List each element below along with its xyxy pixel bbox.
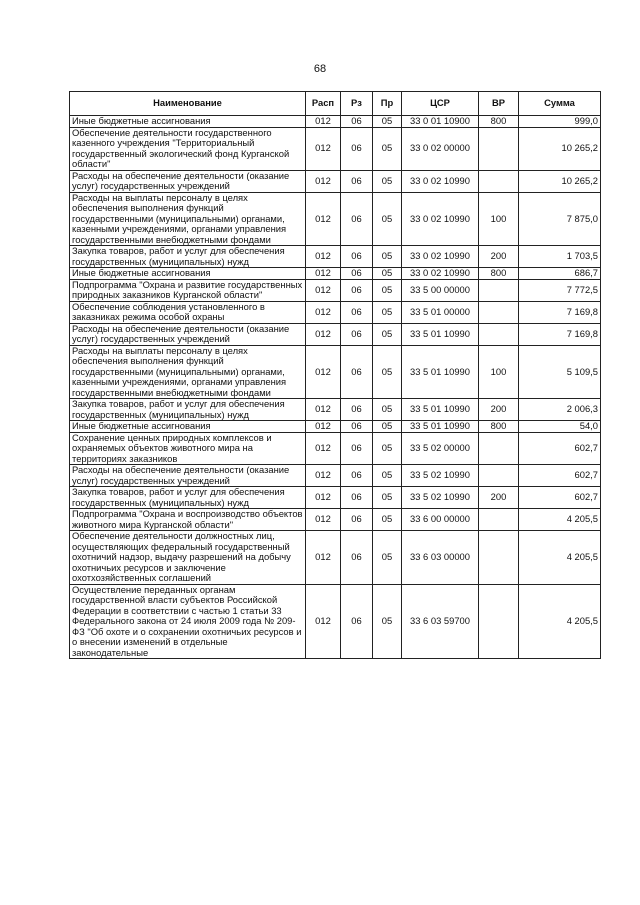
cell-vr: 800 [479, 116, 519, 128]
cell-pr: 05 [373, 323, 402, 345]
cell-csr: 33 5 02 10990 [402, 465, 479, 487]
cell-rz: 06 [341, 246, 373, 268]
header-csr: ЦСР [402, 92, 479, 116]
cell-sum: 686,7 [519, 268, 601, 280]
cell-vr: 200 [479, 399, 519, 421]
header-rz: Рз [341, 92, 373, 116]
table-row [70, 509, 601, 531]
cell-csr: 33 5 00 00000 [402, 279, 479, 301]
cell-rasp: 012 [306, 301, 341, 323]
cell-sum: 4 205,5 [519, 509, 601, 531]
cell-rasp: 012 [306, 323, 341, 345]
cell-name: Подпрограмма "Охрана и воспроизводство объектов животного мира Курганской области" [70, 509, 306, 531]
cell-rasp: 012 [306, 246, 341, 268]
cell-rz: 06 [341, 487, 373, 509]
cell-vr [479, 323, 519, 345]
cell-name: Закупка товаров, работ и услуг для обеспечения государственных (муниципальных) нужд [70, 487, 306, 509]
cell-sum: 7 875,0 [519, 192, 601, 246]
cell-sum: 1 703,5 [519, 246, 601, 268]
page-number: 68 [313, 63, 327, 75]
cell-sum: 7 772,5 [519, 279, 601, 301]
header-pr: Пр [373, 92, 402, 116]
cell-pr: 05 [373, 465, 402, 487]
header-sum: Сумма [519, 92, 601, 116]
cell-csr: 33 6 00 00000 [402, 509, 479, 531]
cell-pr: 05 [373, 268, 402, 280]
cell-name: Иные бюджетные ассигнования [70, 268, 306, 280]
cell-sum: 10 265,2 [519, 127, 601, 170]
cell-rz: 06 [341, 465, 373, 487]
cell-rz: 06 [341, 509, 373, 531]
cell-vr: 800 [479, 268, 519, 280]
cell-sum: 7 169,8 [519, 323, 601, 345]
cell-rz: 06 [341, 323, 373, 345]
cell-rz: 06 [341, 192, 373, 246]
cell-sum: 4 205,5 [519, 584, 601, 659]
cell-sum: 54,0 [519, 421, 601, 433]
cell-rasp: 012 [306, 170, 341, 192]
cell-vr [479, 509, 519, 531]
cell-rasp: 012 [306, 487, 341, 509]
cell-rasp: 012 [306, 509, 341, 531]
cell-rz: 06 [341, 421, 373, 433]
header-vr: ВР [479, 92, 519, 116]
cell-name: Расходы на обеспечение деятельности (оказание услуг) государственных учреждений [70, 323, 306, 345]
cell-rz: 06 [341, 399, 373, 421]
cell-rasp: 012 [306, 345, 341, 399]
cell-rz: 06 [341, 584, 373, 659]
cell-rz: 06 [341, 268, 373, 280]
table-row [70, 279, 601, 301]
cell-csr: 33 5 01 10990 [402, 399, 479, 421]
cell-rasp: 012 [306, 465, 341, 487]
cell-vr [479, 170, 519, 192]
cell-rasp: 012 [306, 399, 341, 421]
cell-pr: 05 [373, 509, 402, 531]
cell-rasp: 012 [306, 279, 341, 301]
cell-name: Расходы на выплаты персоналу в целях обеспечения выполнения функций государственными (муниципальными) органами, казенными учреждениями, органами управления государственными внебюджетными фондами [70, 345, 306, 399]
cell-vr [479, 531, 519, 585]
cell-rz: 06 [341, 116, 373, 128]
cell-name: Расходы на обеспечение деятельности (оказание услуг) государственных учреждений [70, 465, 306, 487]
header-name: Наименование [70, 92, 306, 116]
table-header-row [70, 92, 601, 116]
cell-name: Обеспечение деятельности должностных лиц, осуществляющих федеральный государственный охотничий надзор, выдачу разрешений на добычу охотничьих ресурсов и заключение охотхозяйственных соглашений [70, 531, 306, 585]
table-row [70, 487, 601, 509]
cell-pr: 05 [373, 192, 402, 246]
cell-pr: 05 [373, 170, 402, 192]
cell-rz: 06 [341, 170, 373, 192]
cell-rz: 06 [341, 432, 373, 465]
cell-pr: 05 [373, 399, 402, 421]
cell-name: Закупка товаров, работ и услуг для обеспечения государственных (муниципальных) нужд [70, 246, 306, 268]
cell-rasp: 012 [306, 531, 341, 585]
cell-vr: 100 [479, 345, 519, 399]
table-row [70, 584, 601, 659]
table-body [70, 116, 601, 659]
cell-name: Расходы на выплаты персоналу в целях обеспечения выполнения функций государственными (муниципальными) органами, казенными учреждениями, органами управления государственными внебюджетными фондами [70, 192, 306, 246]
cell-vr: 100 [479, 192, 519, 246]
cell-sum: 7 169,8 [519, 301, 601, 323]
cell-vr: 800 [479, 421, 519, 433]
table-row [70, 465, 601, 487]
cell-pr: 05 [373, 487, 402, 509]
cell-csr: 33 5 01 10990 [402, 421, 479, 433]
cell-vr [479, 584, 519, 659]
cell-pr: 05 [373, 127, 402, 170]
cell-sum: 10 265,2 [519, 170, 601, 192]
table-row [70, 127, 601, 170]
cell-name: Осуществление переданных органам государственной власти субъектов Российской Федерации в соответствии с частью 1 статьи 33 Федерального закона от 24 июля 2009 года № 209-ФЗ "Об охоте и о сохранении охотничьих ресурсов и о внесении изменений в отдельные законодательные [70, 584, 306, 659]
cell-name: Обеспечение соблюдения установленного в заказниках режима особой охраны [70, 301, 306, 323]
cell-vr [479, 127, 519, 170]
table-row [70, 192, 601, 246]
cell-vr [479, 301, 519, 323]
cell-pr: 05 [373, 584, 402, 659]
cell-pr: 05 [373, 432, 402, 465]
cell-csr: 33 0 01 10900 [402, 116, 479, 128]
table-row [70, 323, 601, 345]
table-row [70, 170, 601, 192]
table-row [70, 399, 601, 421]
budget-table [69, 91, 601, 659]
cell-name: Подпрограмма "Охрана и развитие государственных природных заказников Курганской области" [70, 279, 306, 301]
cell-pr: 05 [373, 421, 402, 433]
cell-sum: 602,7 [519, 465, 601, 487]
cell-rasp: 012 [306, 116, 341, 128]
cell-sum: 602,7 [519, 487, 601, 509]
cell-name: Обеспечение деятельности государственного казенного учреждения "Территориальный государственный экологический фонд Курганской области" [70, 127, 306, 170]
header-rasp: Расп [306, 92, 341, 116]
cell-csr: 33 5 02 10990 [402, 487, 479, 509]
cell-sum: 999,0 [519, 116, 601, 128]
cell-pr: 05 [373, 279, 402, 301]
cell-csr: 33 5 01 10990 [402, 323, 479, 345]
cell-sum: 2 006,3 [519, 399, 601, 421]
cell-sum: 5 109,5 [519, 345, 601, 399]
cell-rz: 06 [341, 345, 373, 399]
cell-name: Расходы на обеспечение деятельности (оказание услуг) государственных учреждений [70, 170, 306, 192]
cell-vr [479, 279, 519, 301]
cell-rz: 06 [341, 531, 373, 585]
cell-sum: 4 205,5 [519, 531, 601, 585]
table-row [70, 531, 601, 585]
cell-pr: 05 [373, 246, 402, 268]
cell-vr [479, 432, 519, 465]
cell-rasp: 012 [306, 432, 341, 465]
cell-rasp: 012 [306, 268, 341, 280]
cell-vr: 200 [479, 487, 519, 509]
cell-pr: 05 [373, 301, 402, 323]
cell-csr: 33 0 02 10990 [402, 192, 479, 246]
cell-pr: 05 [373, 116, 402, 128]
table-row [70, 421, 601, 433]
cell-rz: 06 [341, 127, 373, 170]
cell-sum: 602,7 [519, 432, 601, 465]
table-row [70, 345, 601, 399]
cell-pr: 05 [373, 345, 402, 399]
cell-csr: 33 0 02 10990 [402, 268, 479, 280]
table-row [70, 116, 601, 128]
cell-rz: 06 [341, 301, 373, 323]
cell-csr: 33 5 01 00000 [402, 301, 479, 323]
table-row [70, 268, 601, 280]
cell-csr: 33 0 02 10990 [402, 246, 479, 268]
table-row [70, 301, 601, 323]
cell-rz: 06 [341, 279, 373, 301]
cell-name: Сохранение ценных природных комплексов и охраняемых объектов животного мира на территориях заказников [70, 432, 306, 465]
cell-csr: 33 0 02 10990 [402, 170, 479, 192]
cell-rasp: 012 [306, 192, 341, 246]
cell-pr: 05 [373, 531, 402, 585]
cell-csr: 33 0 02 00000 [402, 127, 479, 170]
cell-name: Иные бюджетные ассигнования [70, 116, 306, 128]
cell-csr: 33 5 01 10990 [402, 345, 479, 399]
cell-vr: 200 [479, 246, 519, 268]
cell-rasp: 012 [306, 127, 341, 170]
cell-csr: 33 5 02 00000 [402, 432, 479, 465]
cell-name: Иные бюджетные ассигнования [70, 421, 306, 433]
table-row [70, 246, 601, 268]
cell-csr: 33 6 03 59700 [402, 584, 479, 659]
table-row [70, 432, 601, 465]
cell-name: Закупка товаров, работ и услуг для обеспечения государственных (муниципальных) нужд [70, 399, 306, 421]
cell-csr: 33 6 03 00000 [402, 531, 479, 585]
cell-rasp: 012 [306, 421, 341, 433]
cell-vr [479, 465, 519, 487]
cell-rasp: 012 [306, 584, 341, 659]
